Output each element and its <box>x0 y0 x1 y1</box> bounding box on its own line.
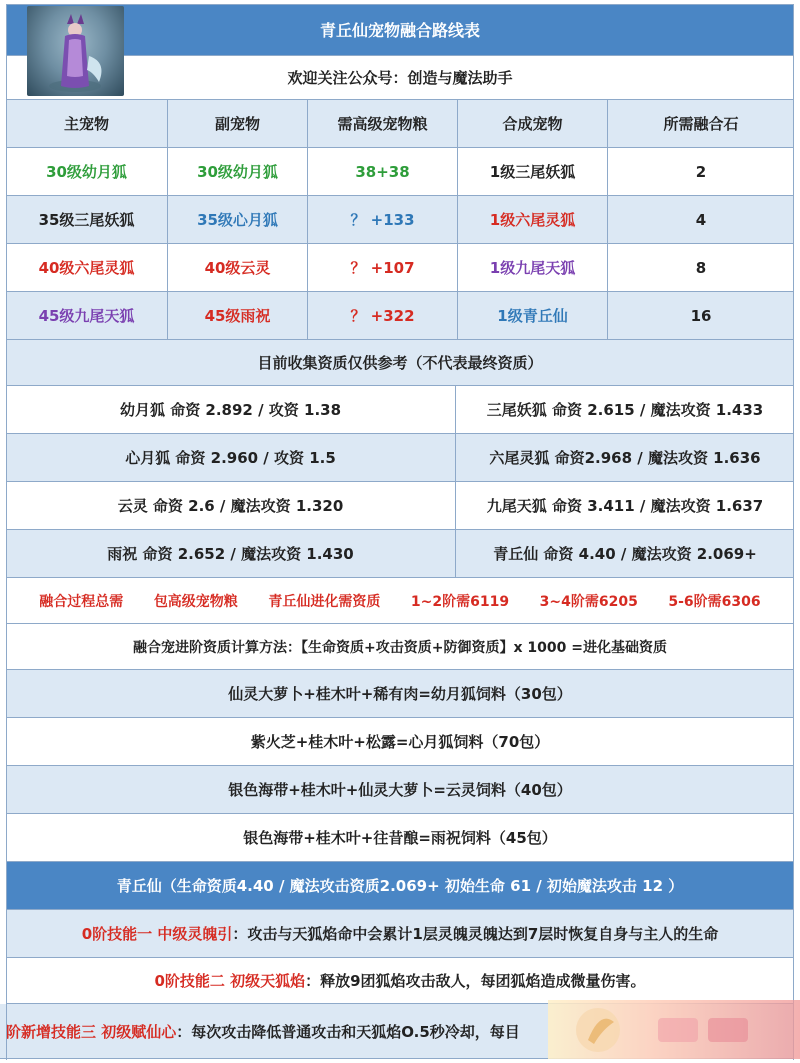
main-pet: 35级三尾妖狐 <box>6 196 168 243</box>
recipe-row <box>6 718 794 766</box>
recipe-row <box>6 814 794 862</box>
stats-right: 青丘仙 命资 4.40 / 魔法攻资 2.069+ <box>493 545 757 563</box>
skill-label: 阶新增技能三 初级赋仙心 <box>6 1022 177 1041</box>
stone-count: 8 <box>695 258 707 277</box>
stats-right: 九尾天狐 命资 3.411 / 魔法攻资 1.637 <box>486 497 764 515</box>
skill-label: 0阶技能一 中级灵魄引 <box>81 925 233 943</box>
food-amount: ？ +322 <box>308 292 458 339</box>
recipe: 银色海带+桂木叶+仙灵大萝卜=云灵饲料（40包） <box>228 781 572 799</box>
header-stones: 所需融合石 <box>663 115 739 133</box>
stage-3-4: 3~4阶需6205 <box>539 593 638 610</box>
subtitle: 欢迎关注公众号：创造与魔法助手 <box>287 69 513 87</box>
subtitle-row <box>6 56 794 100</box>
stats-header: 目前收集资质仅供参考（不代表最终资质） <box>257 354 543 372</box>
recipe-row <box>6 766 794 814</box>
page-title: 青丘仙宠物融合路线表 <box>319 21 480 40</box>
result-pet: 1级六尾灵狐 <box>458 196 608 243</box>
recipe: 银色海带+桂木叶+往昔酿=雨祝饲料（45包） <box>243 829 557 847</box>
evolution-label: 青丘仙进化需资质 <box>268 593 381 610</box>
stone-count: 16 <box>690 306 712 325</box>
skill-desc: ：攻击与天狐焰命中会累计1层灵魄灵魄达到7层时恢复自身与主人的生命 <box>232 925 719 943</box>
skill-row <box>6 958 794 1004</box>
stats-right: 六尾灵狐 命资2.968 / 魔法攻资 1.636 <box>489 449 761 467</box>
qingqiu-stats-row <box>6 862 794 910</box>
food-amount: 38+38 <box>308 148 458 195</box>
stats-right: 三尾妖狐 命资 2.615 / 魔法攻资 1.433 <box>486 401 764 419</box>
total-food: 包高级宠物粮 <box>153 593 238 610</box>
result-pet: 1级九尾天狐 <box>458 244 608 291</box>
formula-row <box>6 624 794 670</box>
stats-row <box>6 530 794 578</box>
sub-pet: 40级云灵 <box>168 244 308 291</box>
formula: 融合宠进阶资质计算方法：【生命资质+攻击资质+防御资质】x 1000 =进化基础资质 <box>133 639 667 656</box>
table-row <box>6 196 794 244</box>
table-row <box>6 292 794 340</box>
stats-header-row <box>6 340 794 386</box>
table-header-row <box>6 100 794 148</box>
header-food: 需高级宠物粮 <box>308 100 458 147</box>
skill-desc: ：释放9团狐焰攻击敌人，每团狐焰造成微量伤害。 <box>305 972 646 990</box>
sub-pet: 30级幼月狐 <box>168 148 308 195</box>
stage-5-6: 5-6阶需6306 <box>668 593 761 610</box>
skill-row <box>6 910 794 958</box>
watermark-logo-icon <box>548 1000 800 1059</box>
stats-left: 雨祝 命资 2.652 / 魔法攻资 1.430 <box>6 530 456 577</box>
food-amount: ？ +133 <box>308 196 458 243</box>
food-amount: ？ +107 <box>308 244 458 291</box>
stone-count: 4 <box>695 210 707 229</box>
recipe: 紫火芝+桂木叶+松露=心月狐饲料（70包） <box>250 733 550 751</box>
main-pet: 45级九尾天狐 <box>6 292 168 339</box>
recipe-row <box>6 670 794 718</box>
title-row <box>6 4 794 56</box>
qingqiu-stats: 青丘仙（生命资质4.40 / 魔法攻击资质2.069+ 初始生命 61 / 初始魔法攻击 12 ） <box>116 877 684 895</box>
stone-count: 2 <box>695 162 707 181</box>
header-main-pet: 主宠物 <box>6 100 168 147</box>
main-pet: 30级幼月狐 <box>6 148 168 195</box>
skill-desc: ：每次攻击降低普通攻击和天狐焰O.5秒冷却，每目 <box>176 1022 520 1041</box>
stats-row <box>6 386 794 434</box>
header-result-pet: 合成宠物 <box>458 100 608 147</box>
result-pet: 1级三尾妖狐 <box>458 148 608 195</box>
result-pet: 1级青丘仙 <box>458 292 608 339</box>
stats-left: 心月狐 命资 2.960 / 攻资 1.5 <box>6 434 456 481</box>
table-row <box>6 244 794 292</box>
table-row <box>6 148 794 196</box>
total-label: 融合过程总需 <box>39 593 124 610</box>
main-pet: 40级六尾灵狐 <box>6 244 168 291</box>
stats-row <box>6 434 794 482</box>
recipe: 仙灵大萝卜+桂木叶+稀有肉=幼月狐饲料（30包） <box>228 685 572 703</box>
skill-text <box>6 958 794 1003</box>
stats-left: 幼月狐 命资 2.892 / 攻资 1.38 <box>6 386 456 433</box>
pet-portrait-icon <box>27 6 124 96</box>
header-sub-pet: 副宠物 <box>168 100 308 147</box>
total-requirements <box>6 578 794 623</box>
sub-pet: 35级心月狐 <box>168 196 308 243</box>
skill-label: 0阶技能二 初级天狐焰 <box>154 972 306 990</box>
sub-pet: 45级雨祝 <box>168 292 308 339</box>
skill-text <box>6 910 794 957</box>
stats-row <box>6 482 794 530</box>
total-row <box>6 578 794 624</box>
stage-1-2: 1~2阶需6119 <box>410 593 510 610</box>
stats-left: 云灵 命资 2.6 / 魔法攻资 1.320 <box>6 482 456 529</box>
